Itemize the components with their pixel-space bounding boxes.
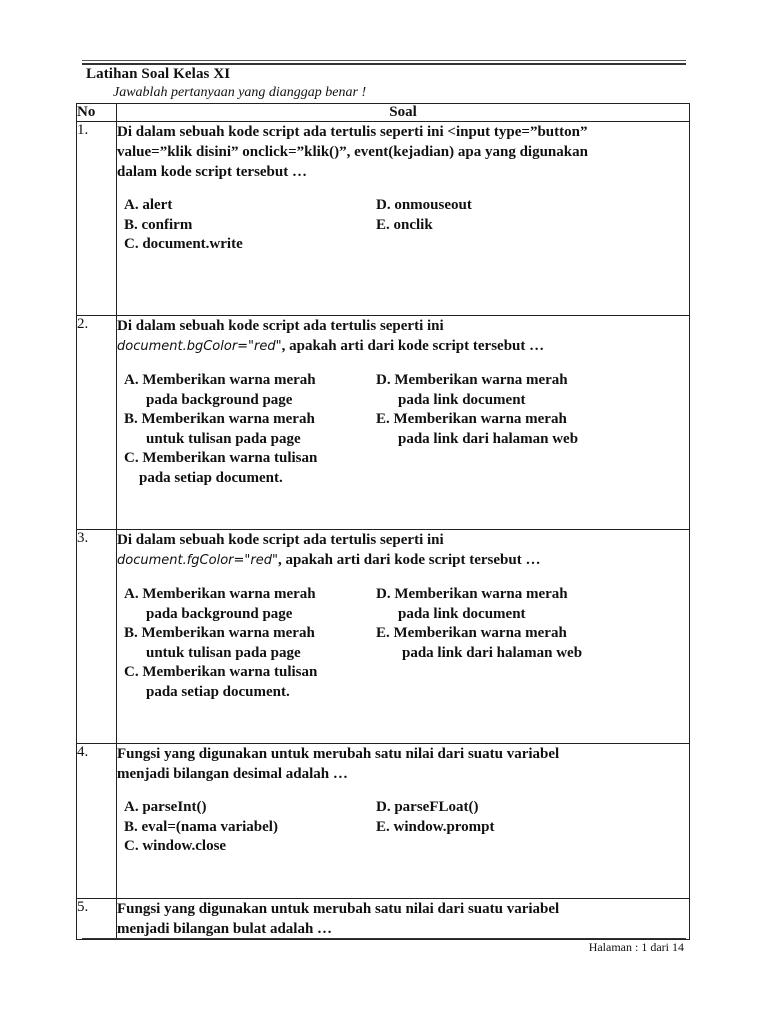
stem-line (117, 550, 689, 571)
question-row-5 (77, 899, 690, 940)
stem-line: Di dalam sebuah kode script ada tertulis seperti ini (117, 318, 444, 334)
stem-line: dalam kode script tersebut … (117, 164, 307, 180)
option-e: E. Memberikan warna merah (376, 625, 567, 641)
option-b: B. Memberikan warna merah (124, 411, 315, 427)
option-a-cont: pada background page (146, 605, 293, 622)
stem-line: menjadi bilangan desimal adalah … (117, 766, 348, 782)
question-stem (117, 316, 689, 357)
stem-line: menjadi bilangan bulat adalah … (117, 921, 333, 937)
answer-options (117, 196, 689, 255)
question-stem (117, 744, 689, 784)
question-stem (117, 530, 689, 571)
option-b: B. eval=(nama variabel) (124, 818, 278, 835)
option-d-cont: pada link document (398, 391, 526, 408)
option-a: A. Memberikan warna merah (124, 372, 316, 388)
answer-options (117, 585, 689, 702)
options-right (376, 585, 582, 702)
options-right (376, 196, 472, 255)
options-right (376, 371, 578, 488)
stem-text: , apakah arti dari kode script tersebut … (277, 552, 541, 568)
option-b: B. Memberikan warna merah (124, 625, 315, 641)
stem-line: Di dalam sebuah kode script ada tertulis seperti ini (117, 532, 444, 548)
column-header-soal: Soal (117, 104, 690, 122)
question-number: 1. (77, 122, 117, 316)
options-right (376, 798, 495, 857)
option-e-cont: pada link dari halaman web (402, 644, 583, 661)
stem-line: Di dalam sebuah kode script ada tertulis seperti ini <input type=”button” (117, 124, 588, 140)
question-number: 4. (77, 744, 117, 899)
header-rule-thick (82, 63, 686, 65)
option-d: D. parseFLoat() (376, 799, 479, 815)
option-d: D. Memberikan warna merah (376, 372, 568, 388)
code-snippet: document.fgColor="red" (117, 553, 278, 568)
stem-line: Fungsi yang digunakan untuk merubah satu nilai dari suatu variabel (117, 901, 560, 917)
question-row-2 (77, 316, 690, 530)
stem-line (117, 336, 689, 357)
stem-line: Fungsi yang digunakan untuk merubah satu nilai dari suatu variabel (117, 746, 560, 762)
options-left (117, 196, 376, 255)
question-stem (117, 122, 689, 182)
options-left (117, 371, 376, 488)
option-e-cont: pada link dari halaman web (398, 430, 579, 447)
option-d: D. Memberikan warna merah (376, 586, 568, 602)
question-body (117, 530, 690, 744)
option-a-cont: pada background page (146, 391, 293, 408)
option-e: E. onclik (376, 216, 433, 233)
stem-text: , apakah arti dari kode script tersebut … (281, 338, 545, 354)
option-d: D. onmouseout (376, 197, 472, 213)
page-number: Halaman : 1 dari 14 (588, 940, 684, 954)
option-a: A. Memberikan warna merah (124, 586, 316, 602)
question-row-3 (77, 530, 690, 744)
footer-rule (82, 938, 686, 939)
code-snippet: document.bgColor="red" (117, 339, 282, 354)
question-number: 5. (77, 899, 117, 940)
header-rule-thin (82, 60, 686, 61)
question-body (117, 316, 690, 530)
option-a: A. alert (124, 197, 173, 213)
option-d-cont: pada link document (398, 605, 526, 622)
option-b-cont: untuk tulisan pada page (146, 430, 301, 447)
option-c: C. window.close (124, 838, 227, 854)
instruction-text: Jawablah pertanyaan yang dianggap benar ! (113, 85, 367, 100)
answer-options (117, 798, 689, 857)
question-row-1 (77, 122, 690, 316)
option-c: C. document.write (124, 236, 243, 252)
question-row-4 (77, 744, 690, 899)
question-body (117, 899, 690, 940)
question-number: 3. (77, 530, 117, 744)
option-e: E. Memberikan warna merah (376, 411, 567, 427)
question-table (76, 103, 690, 940)
options-left (117, 585, 376, 702)
option-b: B. confirm (124, 216, 193, 233)
options-left (117, 798, 376, 857)
column-header-no: No (77, 104, 117, 122)
question-body (117, 744, 690, 899)
question-stem (117, 899, 689, 939)
question-body (117, 122, 690, 316)
option-c-cont: pada setiap document. (146, 683, 290, 700)
answer-options (117, 371, 689, 488)
option-a: A. parseInt() (124, 799, 207, 815)
question-number: 2. (77, 316, 117, 530)
option-b-cont: untuk tulisan pada page (146, 644, 301, 661)
option-c: C. Memberikan warna tulisan (124, 664, 318, 680)
option-c: C. Memberikan warna tulisan (124, 450, 318, 466)
table-header-row (77, 104, 690, 122)
option-c-cont: pada setiap document. (139, 469, 283, 486)
stem-line: value=”klik disini” onclick=”klik()”, event(kejadian) apa yang digunakan (117, 144, 588, 160)
option-e: E. window.prompt (376, 818, 495, 835)
document-title: Latihan Soal Kelas XI (86, 66, 231, 82)
